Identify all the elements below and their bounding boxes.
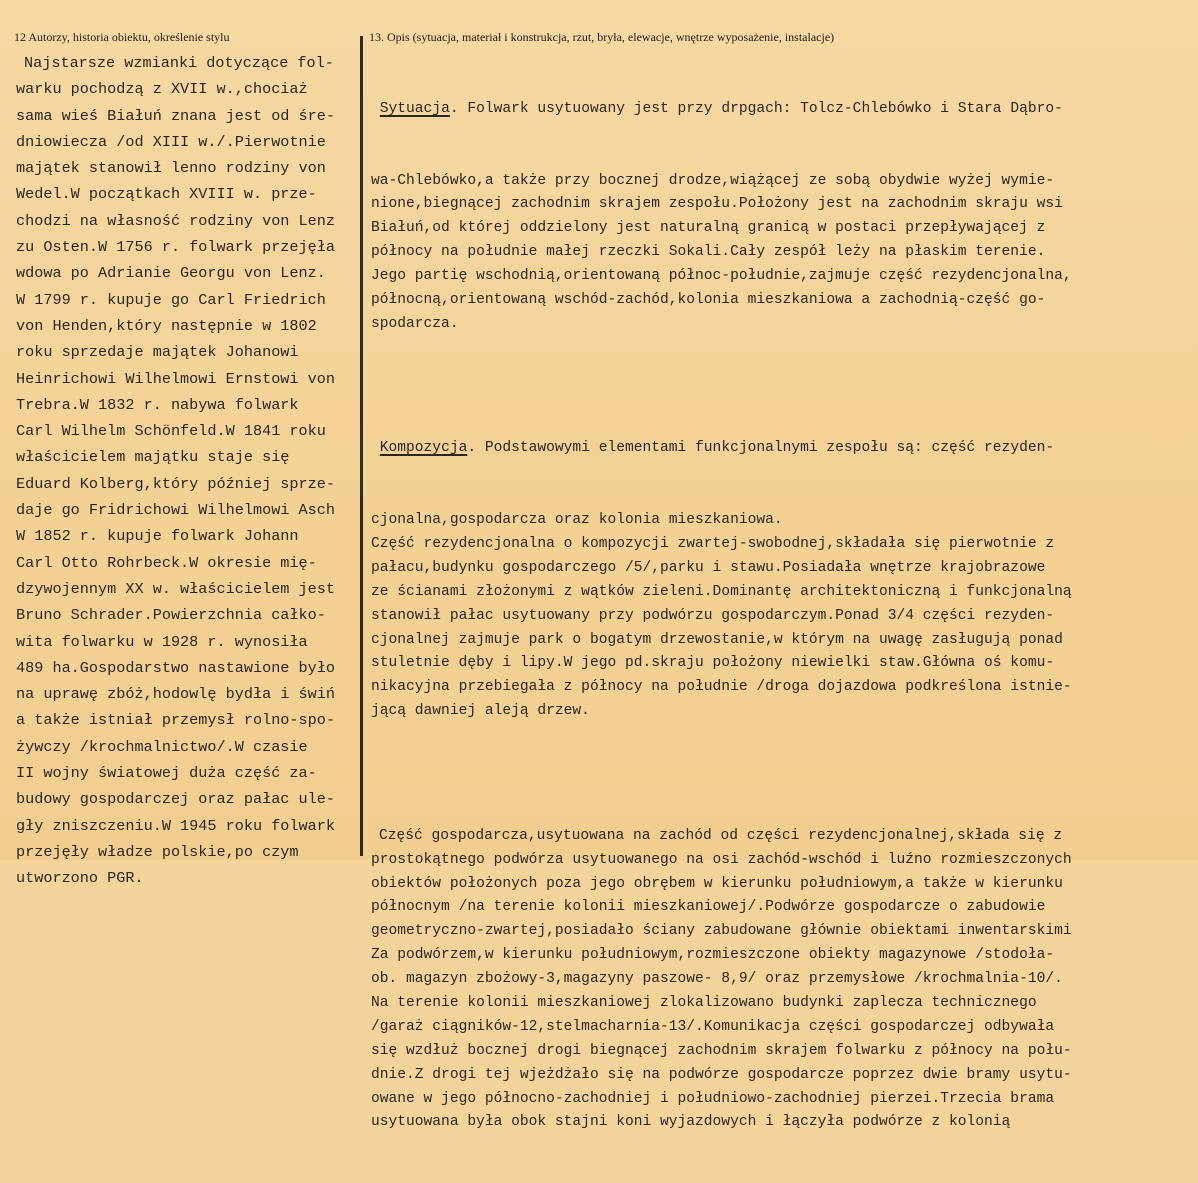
text-line: stanowił pałac usytuowany przy podwórzu gospodarczym.Ponad 3/4 części rezyden-: [371, 607, 1055, 624]
text-line: jącą dawniej aleją drzew.: [371, 703, 590, 720]
history-line: Wedel.W początkach XVIII w. prze-: [16, 185, 317, 204]
history-line: Najstarsze wzmianki dotyczące fol-: [24, 54, 334, 72]
text-line: pałacu,budynku gospodarczego /5/,parku i stawu.Posiadała wnętrze krajobrazowe: [371, 559, 1046, 576]
text-line: ze ścianami złożonymi z wątków zieleni.Dominantę architektoniczną i funkcjonalną: [371, 583, 1072, 600]
text-line: cjonalna,gospodarcza oraz kolonia mieszkaniowa.: [371, 512, 783, 529]
text-line: Za podwórzem,w kierunku południowym,rozmieszczone obiekty magazynowe /stodoła-: [371, 947, 1055, 964]
text-line: /garaż ciągników-12,stelmacharnia-13/.Komunikacja części gospodarczej odbywała: [371, 1018, 1055, 1035]
history-line: wita folwarku w 1928 r. wynosiła: [16, 632, 308, 651]
text-line: nikacyjna przebiegała z północy na południe /droga dojazdowa podkreślona istnie-: [371, 679, 1072, 696]
history-line: 489 ha.Gospodarstwo nastawione było: [16, 658, 335, 677]
text-line: cjonalnej zajmuje park o bogatym drzewostanie,w którym na uwagę zasługują ponad: [371, 631, 1063, 648]
history-line: daje go Fridrichowi Wilhelmowi Asch: [16, 501, 335, 520]
text-line: Część rezydencjonalna o kompozycji zwartej-swobodnej,składała się pierwotnie z: [371, 535, 1055, 552]
text-line: nione,biegnącej zachodnim skrajem zespołu.Położony jest na zachodnim skraju wsi: [371, 196, 1063, 213]
history-line: dzywojennym XX w. właścicielem jest: [16, 579, 335, 598]
text-line: Białuń,od której oddzielony jest naturalną granicą w postaci przepływającej z: [371, 220, 1046, 237]
history-line: Eduard Kolberg,który później sprze-: [16, 474, 335, 493]
sytuacja-paragraph: [371, 170, 1072, 337]
text-line: geometryczno-zwartej,posiadało ściany zabudowane głównie obiektami inwentarskimi: [371, 923, 1072, 940]
history-line: Carl Wilhelm Schönfeld.W 1841 roku: [16, 422, 326, 441]
section-13-header: 13. Opis (sytuacja, materiał i konstrukcja, rzut, bryła, elewacje, wnętrze wyposażenie, instalacje): [369, 30, 835, 44]
history-line: utworzono PGR.: [16, 869, 144, 888]
history-line: von Henden,który następnie w 1802: [16, 316, 317, 335]
kompozycja-heading: Kompozycja: [379, 440, 468, 457]
text-line: prostokątnego podwórza usytuowanego na osi zachód-wschód i luźno rozmieszczonych: [371, 851, 1072, 868]
history-line: warku pochodzą z XVII w.,chociaż: [16, 80, 308, 99]
text-line: dnie.Z drogi tej wjeżdżało się na podwórze gospodarcze poprzez dwie bramy usytu-: [371, 1066, 1072, 1083]
text-line: północnym /na terenie kolonii mieszkaniowej/.Podwórze gospodarcze o zabudowie: [371, 899, 1046, 916]
history-line: roku sprzedaje majątek Johanowi: [16, 343, 299, 362]
history-line: W 1799 r. kupuje go Carl Friedrich: [16, 290, 326, 309]
history-line: właścicielem majątku staje się: [16, 448, 290, 467]
history-line: na uprawę zbóż,hodowlę bydła i świń: [16, 685, 335, 704]
gospodarcza-paragraph: [371, 825, 1072, 1136]
description-text: [371, 50, 1072, 1183]
history-line: a także istniał przemysł rolno-spo-: [16, 711, 335, 730]
section-12-header: 12 Autorzy, historia obiektu, określenie stylu: [14, 30, 230, 44]
history-line: dniowiecza /od XIII w./.Pierwotnie: [16, 132, 326, 151]
history-line: budowy gospodarczej oraz pałac ule-: [16, 790, 335, 809]
history-line: Heinrichowi Wilhelmowi Ernstowi von: [16, 369, 335, 388]
sytuacja-first-line: Sytuacja. Folwark usytuowany jest przy drpgach: Tolcz-Chlebówko i Stara Dąbro-: [379, 100, 1063, 117]
history-line: Trebra.W 1832 r. nabywa folwark: [16, 395, 299, 414]
column-divider: [360, 36, 363, 856]
text-line: spodarcza.: [371, 315, 459, 332]
history-line: Bruno Schrader.Powierzchnia całko-: [16, 606, 326, 625]
text-line: usytuowana była obok stajni koni wyjazdowych i łączyła podwórze z kolonią: [371, 1114, 1011, 1131]
text-line: Na terenie kolonii mieszkaniowej zlokalizowano budynki zaplecza technicznego: [371, 994, 1037, 1011]
text-line: ob. magazyn zbożowy-3,magazyny paszowe- 8,9/ oraz przemysłowe /krochmalnia-10/.: [371, 971, 1063, 988]
history-line: chodzi na własność rodziny von Lenz: [16, 211, 335, 230]
text-line: obiektów położonych poza jego obrębem w kierunku południowym,a także w kierunku: [371, 875, 1063, 892]
text-line: owane w jego północno-zachodniej i południowo-zachodniej pierzei.Trzecia brama: [371, 1090, 1055, 1107]
kompozycja-first-line: Kompozycja. Podstawowymi elementami funkcjonalnymi zespołu są: część rezyden-: [379, 440, 1055, 457]
kompozycja-paragraph: [371, 509, 1072, 724]
text-line: stuletnie dęby i lipy.W jego pd.skraju położony niewielki staw.Główna oś komu-: [371, 655, 1055, 672]
history-line: Carl Otto Rohrbeck.W okresie mię-: [16, 553, 317, 572]
text-line: Część gospodarcza,usytuowana na zachód od części rezydencjonalnej,składa się z: [379, 827, 1063, 844]
history-line: II wojny światowej duża część za-: [16, 764, 317, 783]
history-line: przejęły władze polskie,po czym: [16, 842, 299, 861]
history-line: zu Osten.W 1756 r. folwark przejęła: [16, 238, 335, 257]
text-line: Jego partię wschodnią,orientowaną północ-południe,zajmuje część rezydencjonalna,: [371, 268, 1072, 285]
history-text: [16, 50, 335, 892]
text-line: się wzdłuż bocznej drogi biegnącej zachodnim skrajem folwarku z północy na połu-: [371, 1042, 1072, 1059]
history-line: wdowa po Adrianie Georgu von Lenz.: [16, 264, 326, 283]
history-line: żywczy /krochmalnictwo/.W czasie: [16, 737, 308, 756]
history-line: W 1852 r. kupuje folwark Johann: [16, 527, 299, 546]
text-line: wa-Chlebówko,a także przy bocznej drodze,wiążącej ze sobą obydwie wyżej wymie-: [371, 172, 1055, 189]
history-line: sama wieś Białuń znana jest od śre-: [16, 106, 335, 125]
text-line: północną,orientowaną wschód-zachód,kolonia mieszkaniowa a zachodnią-część go-: [371, 291, 1046, 308]
text-line: północy na południe małej rzeczki Sokali.Cały zespół leży na płaskim terenie.: [371, 244, 1046, 261]
sytuacja-heading: Sytuacja: [379, 100, 450, 117]
history-line: majątek stanowił lenno rodziny von: [16, 159, 326, 178]
history-line: gły zniszczeniu.W 1945 roku folwark: [16, 816, 335, 835]
